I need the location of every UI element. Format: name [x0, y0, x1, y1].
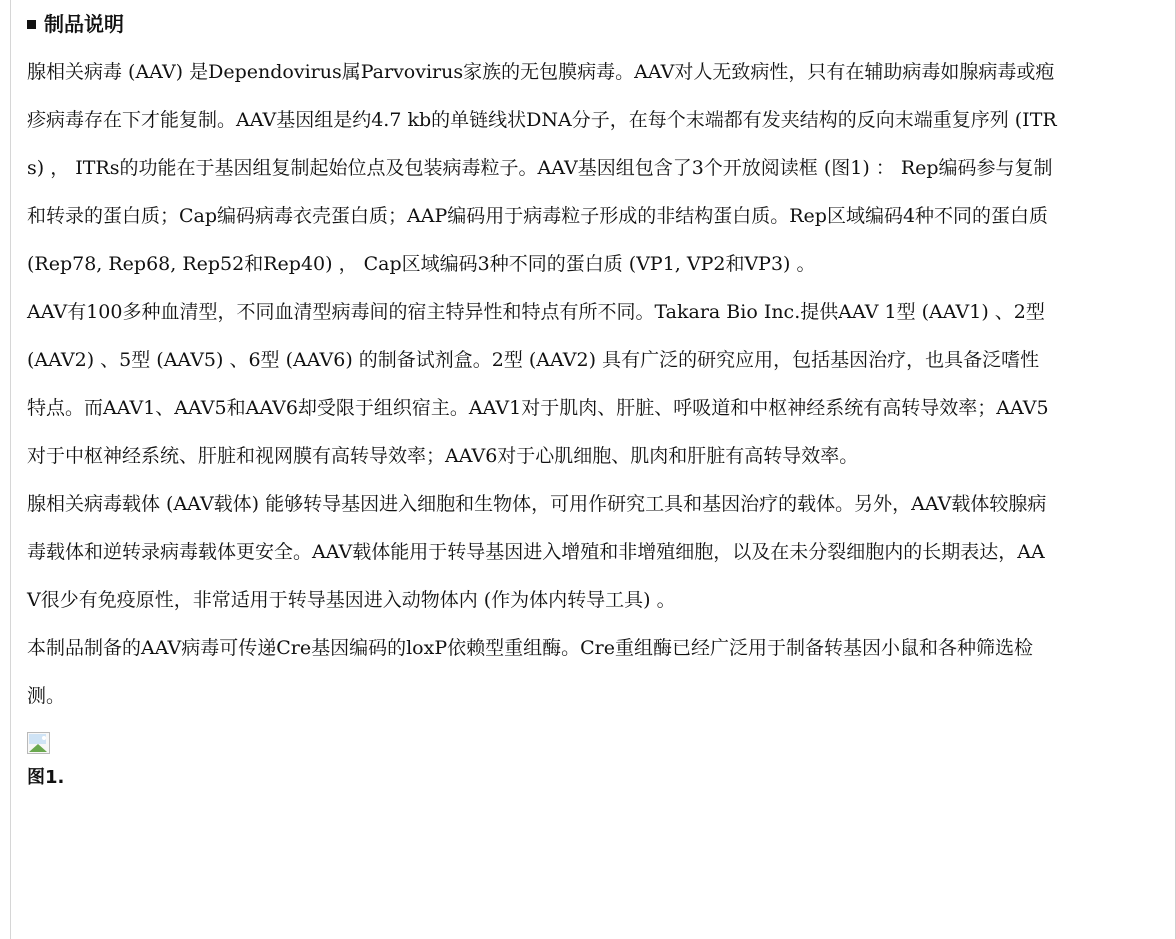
paragraph-aav-vectors: 腺相关病毒载体 (AAV载体) 能够转导基因进入细胞和生物体，可用作研究工具和基因治疗的载体。另外，AAV载体较腺病毒载体和逆转录病毒载体更安全。AAV载体能用于转导基因进入增殖和非增殖细胞，以及在未分裂细胞内的长期表达，AAV很少有免疫原性，非常适用于转导基因进入动物体内 (作为体内转导工具) 。	[27, 493, 1047, 611]
broken-image-icon	[27, 732, 50, 754]
section-title: 制品说明	[44, 12, 124, 36]
figure-caption: 图1.	[27, 767, 65, 788]
paragraph-cre-recombinase: 本制品制备的AAV病毒可传递Cre基因编码的loxP依赖型重组酶。Cre重组酶已经广泛用于制备转基因小鼠和各种筛选检测。	[27, 637, 1033, 707]
product-description	[27, 0, 1057, 790]
left-divider	[10, 0, 11, 939]
section-heading	[27, 0, 1057, 36]
square-bullet-icon	[27, 20, 36, 29]
paragraph-aav-serotypes: AAV有100多种血清型，不同血清型病毒间的宿主特异性和特点有所不同。Takara Bio Inc.提供AAV 1型 (AAV1) 、2型 (AAV2) 、5型 (AAV5) 、6型 (AAV6) 的制备试剂盒。2型 (AAV2) 具有广泛的研究应用，包括基因治疗，也具备泛嗜性特点。而AAV1、AAV5和AAV6却受限于组织宿主。AAV1对于肌肉、肝脏、呼吸道和中枢神经系统有高转导效率；AAV5对于中枢神经系统、肝脏和视网膜有高转导效率；AAV6对于心肌细胞、肌肉和肝脏有高转导效率。	[27, 301, 1049, 467]
paragraph-aav-overview: 腺相关病毒 (AAV) 是Dependovirus属Parvovirus家族的无包膜病毒。AAV对人无致病性，只有在辅助病毒如腺病毒或疱疹病毒存在下才能复制。AAV基因组是约4.7 kb的单链线状DNA分子，在每个末端都有发夹结构的反向末端重复序列 (ITRs) ， ITRs的功能在于基因组复制起始位点及包装病毒粒子。AAV基因组包含了3个开放阅读框 (图1) ： Rep编码参与复制和转录的蛋白质；Cap编码病毒衣壳蛋白质；AAP编码用于病毒粒子形成的非结构蛋白质。Rep区域编码4种不同的蛋白质 (Rep78, Rep68, Rep52和Rep40) ， Cap区域编码3种不同的蛋白质 (VP1, VP2和VP3) 。	[27, 61, 1057, 275]
